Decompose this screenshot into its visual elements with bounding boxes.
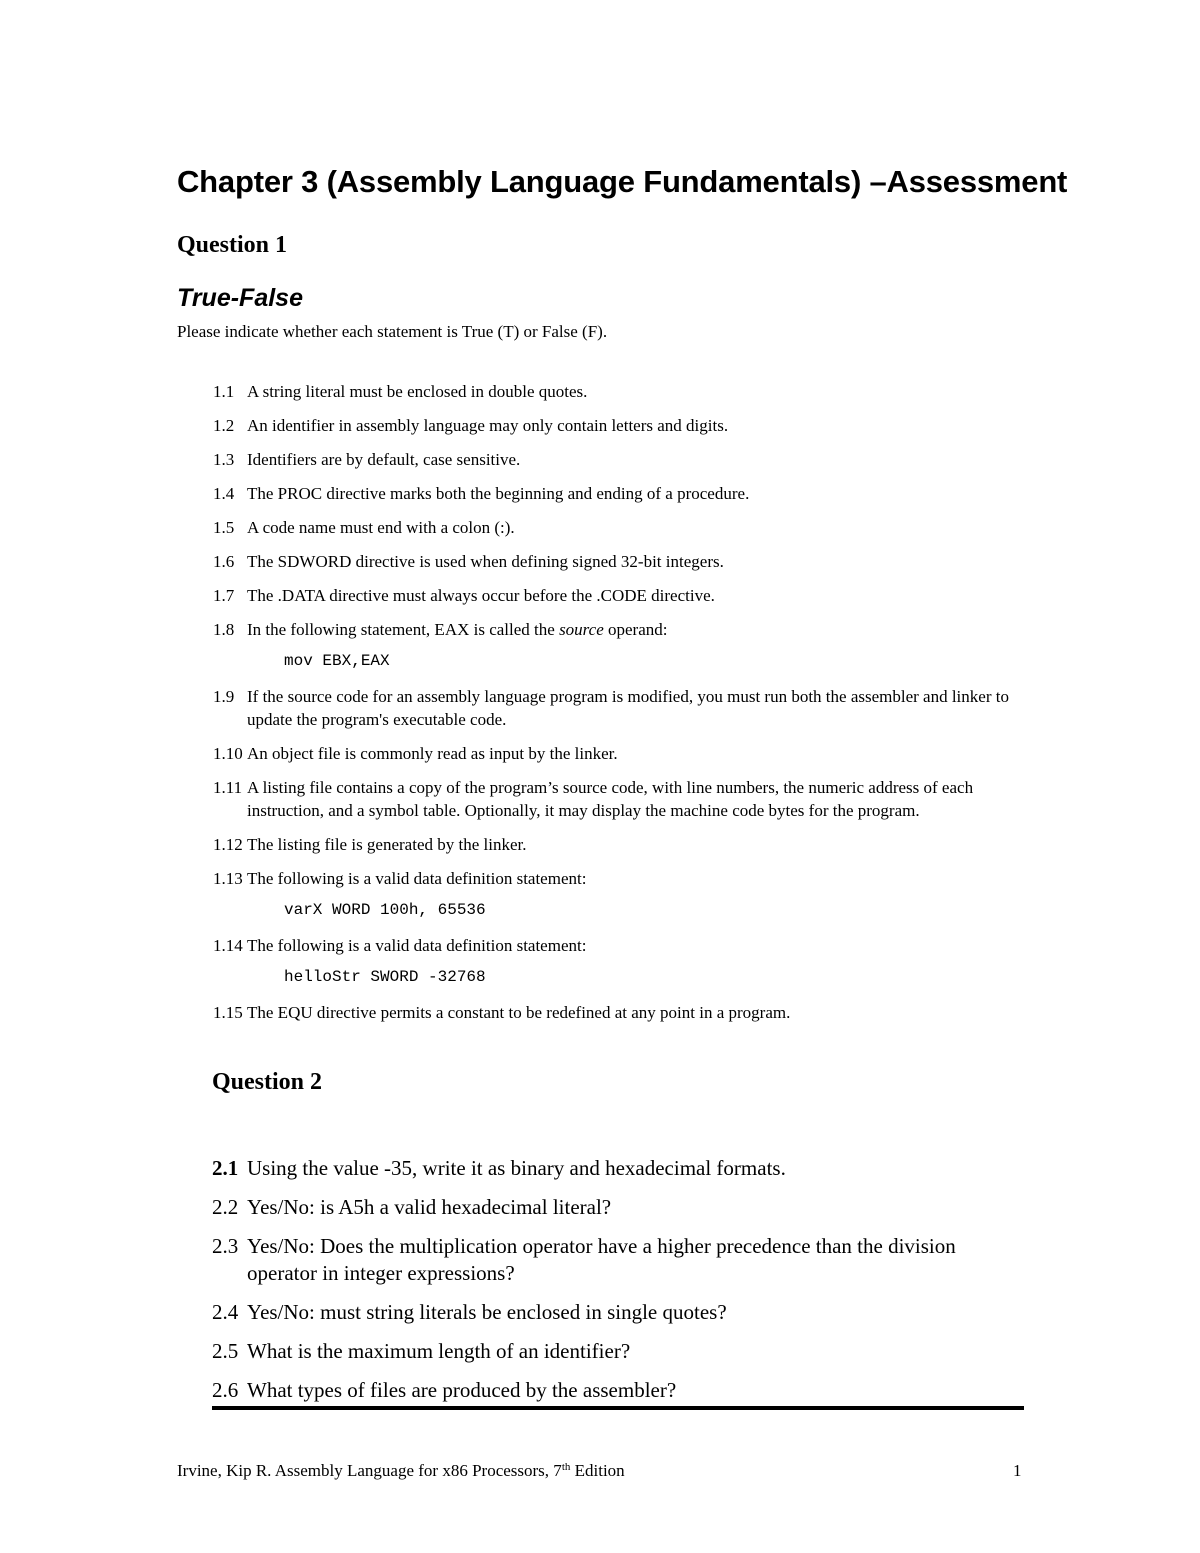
item-text: A code name must end with a colon (:). [247, 518, 515, 537]
item-number: 1.4 [213, 484, 235, 503]
item-number: 1.15 [213, 1003, 243, 1022]
question-1-heading: Question 1 [177, 232, 288, 258]
q2-item-2-1 [212, 1155, 1012, 1182]
item-number: 1.13 [213, 869, 243, 888]
item-text-before: In the following statement, EAX is called the [247, 620, 560, 639]
q2-item-2-3 [212, 1233, 1012, 1287]
item-text: A listing file contains a copy of the program’s source code, with line numbers, the numeric address of each instruction, and a symbol table. Optionally, it may display the machine code bytes for the program. [247, 778, 974, 820]
q2-item-2-2 [212, 1194, 1012, 1221]
item-number: 1.11 [213, 778, 243, 797]
true-false-heading: True-False [177, 284, 303, 312]
item-text-emphasis: source [559, 620, 604, 639]
q1-item-1-14 [213, 934, 1033, 987]
item-text: What types of files are produced by the assembler? [247, 1378, 677, 1402]
item-number: 2.2 [212, 1195, 239, 1219]
footer-citation [177, 1461, 625, 1481]
item-text: Identifiers are by default, case sensitive. [247, 450, 521, 469]
item-text: The SDWORD directive is used when defining signed 32-bit integers. [247, 552, 724, 571]
item-text: The .DATA directive must always occur before the .CODE directive. [247, 586, 715, 605]
footer-divider [212, 1406, 1024, 1410]
item-text: Yes/No: Does the multiplication operator have a higher precedence than the division operator in integer expressions? [247, 1234, 956, 1285]
item-number: 1.14 [213, 936, 243, 955]
q2-item-2-6 [212, 1377, 1012, 1404]
q2-item-2-4 [212, 1299, 1012, 1326]
item-text: Yes/No: is A5h a valid hexadecimal literal? [247, 1195, 612, 1219]
item-text: If the source code for an assembly language program is modified, you must run both the assembler and linker to update the program's executable code. [247, 687, 1009, 729]
q1-item-1-3 [213, 448, 1033, 471]
item-text: The PROC directive marks both the beginning and ending of a procedure. [247, 484, 750, 503]
code-snippet: varX WORD 100h, 65536 [284, 901, 486, 919]
item-text: The following is a valid data definition statement: [247, 936, 587, 955]
code-snippet: mov EBX,EAX [284, 652, 390, 670]
q1-item-1-10 [213, 742, 1033, 765]
item-text: The EQU directive permits a constant to be redefined at any point in a program. [247, 1003, 791, 1022]
q1-item-1-11 [213, 776, 1033, 822]
item-text: The listing file is generated by the linker. [247, 835, 527, 854]
item-text: An identifier in assembly language may only contain letters and digits. [247, 416, 729, 435]
q1-item-1-12 [213, 833, 1033, 856]
q1-item-1-6 [213, 550, 1033, 573]
item-number: 2.3 [212, 1234, 239, 1258]
item-text: An object file is commonly read as input by the linker. [247, 744, 618, 763]
item-number: 1.12 [213, 835, 243, 854]
item-number: 1.9 [213, 687, 235, 706]
code-snippet: helloStr SWORD -32768 [284, 968, 486, 986]
item-number: 1.3 [213, 450, 235, 469]
q1-item-1-15 [213, 1001, 1033, 1024]
citation-superscript: th [561, 1461, 571, 1473]
item-number: 2.5 [212, 1339, 239, 1363]
citation-prefix: Irvine, Kip R. Assembly Language for x86 Processors, 7 [177, 1461, 562, 1480]
instructions-text: Please indicate whether each statement is True (T) or False (F). [177, 322, 608, 341]
q1-item-1-1 [213, 380, 1033, 403]
page-number: 1 [1013, 1461, 1022, 1480]
q1-item-1-8 [213, 618, 1033, 671]
question-2-heading: Question 2 [212, 1069, 323, 1095]
item-number: 1.1 [213, 382, 235, 401]
item-number: 1.5 [213, 518, 235, 537]
item-text: Using the value -35, write it as binary and hexadecimal formats. [247, 1156, 786, 1180]
item-number: 1.10 [213, 744, 243, 763]
item-number: 1.7 [213, 586, 235, 605]
q1-item-1-5 [213, 516, 1033, 539]
item-number: 1.6 [213, 552, 235, 571]
q1-item-1-9 [213, 685, 1033, 731]
question-2-list [212, 1155, 1012, 1416]
item-text: What is the maximum length of an identifier? [247, 1339, 631, 1363]
q1-item-1-13 [213, 867, 1033, 920]
q1-item-1-7 [213, 584, 1033, 607]
citation-suffix: Edition [570, 1461, 625, 1480]
document-title: Chapter 3 (Assembly Language Fundamentals) –Assessment [177, 164, 1068, 199]
item-number: 2.6 [212, 1378, 239, 1402]
item-number: 1.2 [213, 416, 235, 435]
item-number: 2.1 [212, 1156, 239, 1180]
item-text-after: operand: [603, 620, 668, 639]
item-number: 2.4 [212, 1300, 239, 1324]
q2-item-2-5 [212, 1338, 1012, 1365]
item-text: A string literal must be enclosed in double quotes. [247, 382, 588, 401]
q1-item-1-4 [213, 482, 1033, 505]
item-text: Yes/No: must string literals be enclosed in single quotes? [247, 1300, 727, 1324]
question-1-list [213, 380, 1033, 1024]
item-text: The following is a valid data definition statement: [247, 869, 587, 888]
item-number: 1.8 [213, 620, 235, 639]
q1-item-1-2 [213, 414, 1033, 437]
